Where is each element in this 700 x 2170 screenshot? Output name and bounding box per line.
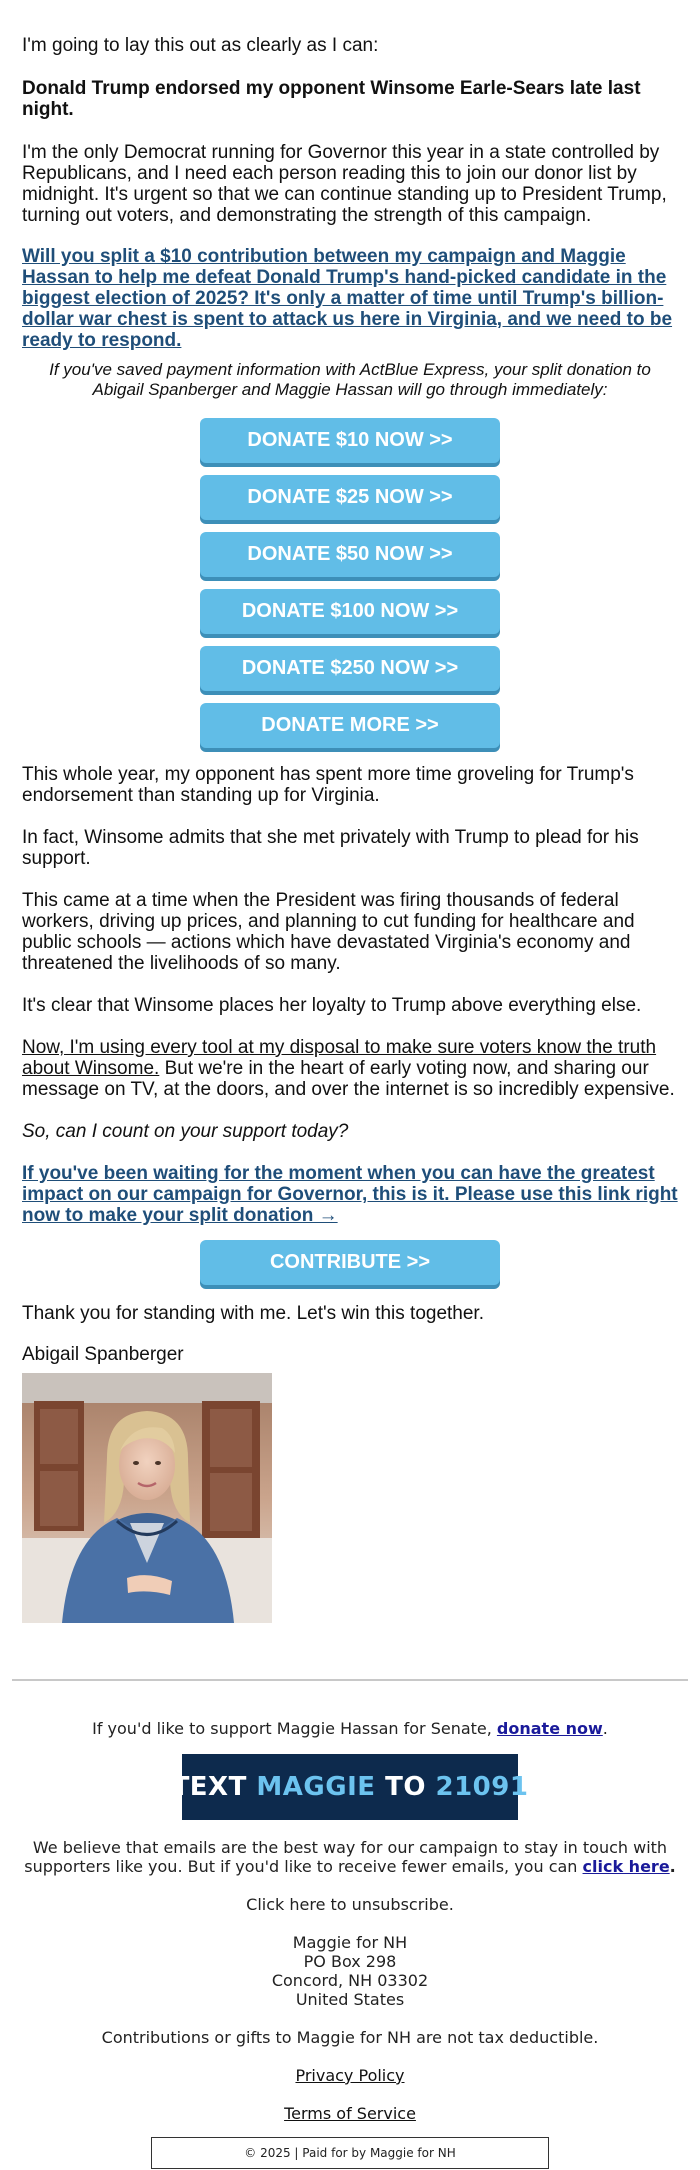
donate-25-button[interactable]: DONATE $25 NOW >> <box>200 475 500 520</box>
unsubscribe-link[interactable]: Click here to unsubscribe. <box>246 1895 454 1914</box>
banner-to-word: TO <box>375 1771 436 1802</box>
donate-more-button[interactable]: DONATE MORE >> <box>200 703 500 748</box>
fewer-emails-link[interactable]: click here <box>582 1857 670 1876</box>
opener-text: I'm going to lay this out as clearly as I can: <box>22 35 379 56</box>
loyalty-paragraph: It's clear that Winsome places her loyalty to Trump above everything else. <box>22 995 642 1016</box>
split-donation-link[interactable]: Will you split a $10 contribution between my campaign and Maggie Hassan to help me defeat Donald Trump's hand-picked candidate in the biggest election of 2025? It's only a matter of time until Trump's billion-dollar war chest is spent to attack us here in Virginia, and we need to be ready to respond. <box>22 246 673 351</box>
fewer-emails-line <box>0 1838 700 1876</box>
banner-keyword: MAGGIE <box>256 1771 376 1802</box>
headline-text: Donald Trump endorsed my opponent Winsome Earle-Sears late last night. <box>22 78 641 120</box>
donate-50-button[interactable]: DONATE $50 NOW >> <box>200 532 500 577</box>
donate-buttons <box>22 418 678 748</box>
banner-text-word: TEXT <box>171 1771 257 1802</box>
support-hassan-line <box>0 1719 700 1738</box>
address-line: Maggie for NH <box>292 1933 408 1952</box>
address-line: PO Box 298 <box>303 1952 397 1971</box>
intro-paragraph: I'm the only Democrat running for Governor this year in a state controlled by Republicans, and I need each person reading this to join our donor list by midnight. It's urgent so that we can continue standing up to President Trump, turning out voters, and demonstrating the strength of this campaign. <box>22 142 667 226</box>
candidate-photo <box>22 1373 272 1623</box>
banner-shortcode: 21091 <box>435 1771 529 1802</box>
text-maggie-banner[interactable] <box>171 1754 529 1820</box>
greatest-impact-link[interactable]: If you've been waiting for the moment when you can have the greatest impact on our campaign for Governor, this is it. Please use this link right now to make your split donation → <box>22 1163 678 1226</box>
every-tool-paragraph <box>22 1037 678 1100</box>
signature-name: Abigail Spanberger <box>22 1344 184 1365</box>
donate-250-button[interactable]: DONATE $250 NOW >> <box>200 646 500 691</box>
groveling-paragraph: This whole year, my opponent has spent more time groveling for Trump's endorsement than standing up for Virginia. <box>22 764 634 806</box>
tax-deductible-note: Contributions or gifts to Maggie for NH are not tax deductible. <box>101 2028 599 2047</box>
support-hassan-text: If you'd like to support Maggie Hassan for Senate, <box>92 1719 497 1738</box>
fewer-emails-end: . <box>669 1857 676 1876</box>
closing-text: Thank you for standing with me. Let's win this together. <box>22 1303 484 1324</box>
early-voting-text: But we're in the heart of early voting now, and sharing our message on TV, at the doors, and over the internet is so incredibly expensive. <box>22 1058 675 1100</box>
address-line: Concord, NH 03302 <box>271 1971 429 1990</box>
mailing-address <box>0 1933 700 2009</box>
privacy-policy-link[interactable]: Privacy Policy <box>295 2066 405 2085</box>
donate-now-link[interactable]: donate now <box>496 1719 603 1738</box>
paid-for-box: © 2025 | Paid for by Maggie for NH <box>151 2137 549 2169</box>
support-hassan-end: . <box>602 1719 608 1738</box>
address-line: United States <box>295 1990 405 2009</box>
footer <box>0 1719 700 2169</box>
donate-10-button[interactable]: DONATE $10 NOW >> <box>200 418 500 463</box>
contribute-button-wrap <box>22 1240 678 1285</box>
met-privately-paragraph: In fact, Winsome admits that she met privately with Trump to plead for his support. <box>22 827 639 869</box>
fewer-emails-text: We believe that emails are the best way for our campaign to stay in touch with supporters like you. But if you'd like to receive fewer emails, you can <box>24 1838 668 1876</box>
contribute-button[interactable]: CONTRIBUTE >> <box>200 1240 500 1285</box>
federal-workers-paragraph: This came at a time when the President was firing thousands of federal workers, driving up prices, and planning to cut funding for healthcare and public schools — actions which have devastated Virginia's economy and threatened the livelihoods of so many. <box>22 890 635 974</box>
support-question: So, can I count on your support today? <box>22 1121 349 1142</box>
actblue-express-note: If you've saved payment information with ActBlue Express, your split donation to Abigail Spanberger and Maggie Hassan will go through immediately: <box>49 360 651 399</box>
donate-100-button[interactable]: DONATE $100 NOW >> <box>200 589 500 634</box>
terms-of-service-link[interactable]: Terms of Service <box>284 2104 416 2123</box>
truth-about-winsome-link[interactable]: Now, I'm using every tool at my disposal to make sure voters know the truth about Winsome. <box>22 1037 657 1079</box>
